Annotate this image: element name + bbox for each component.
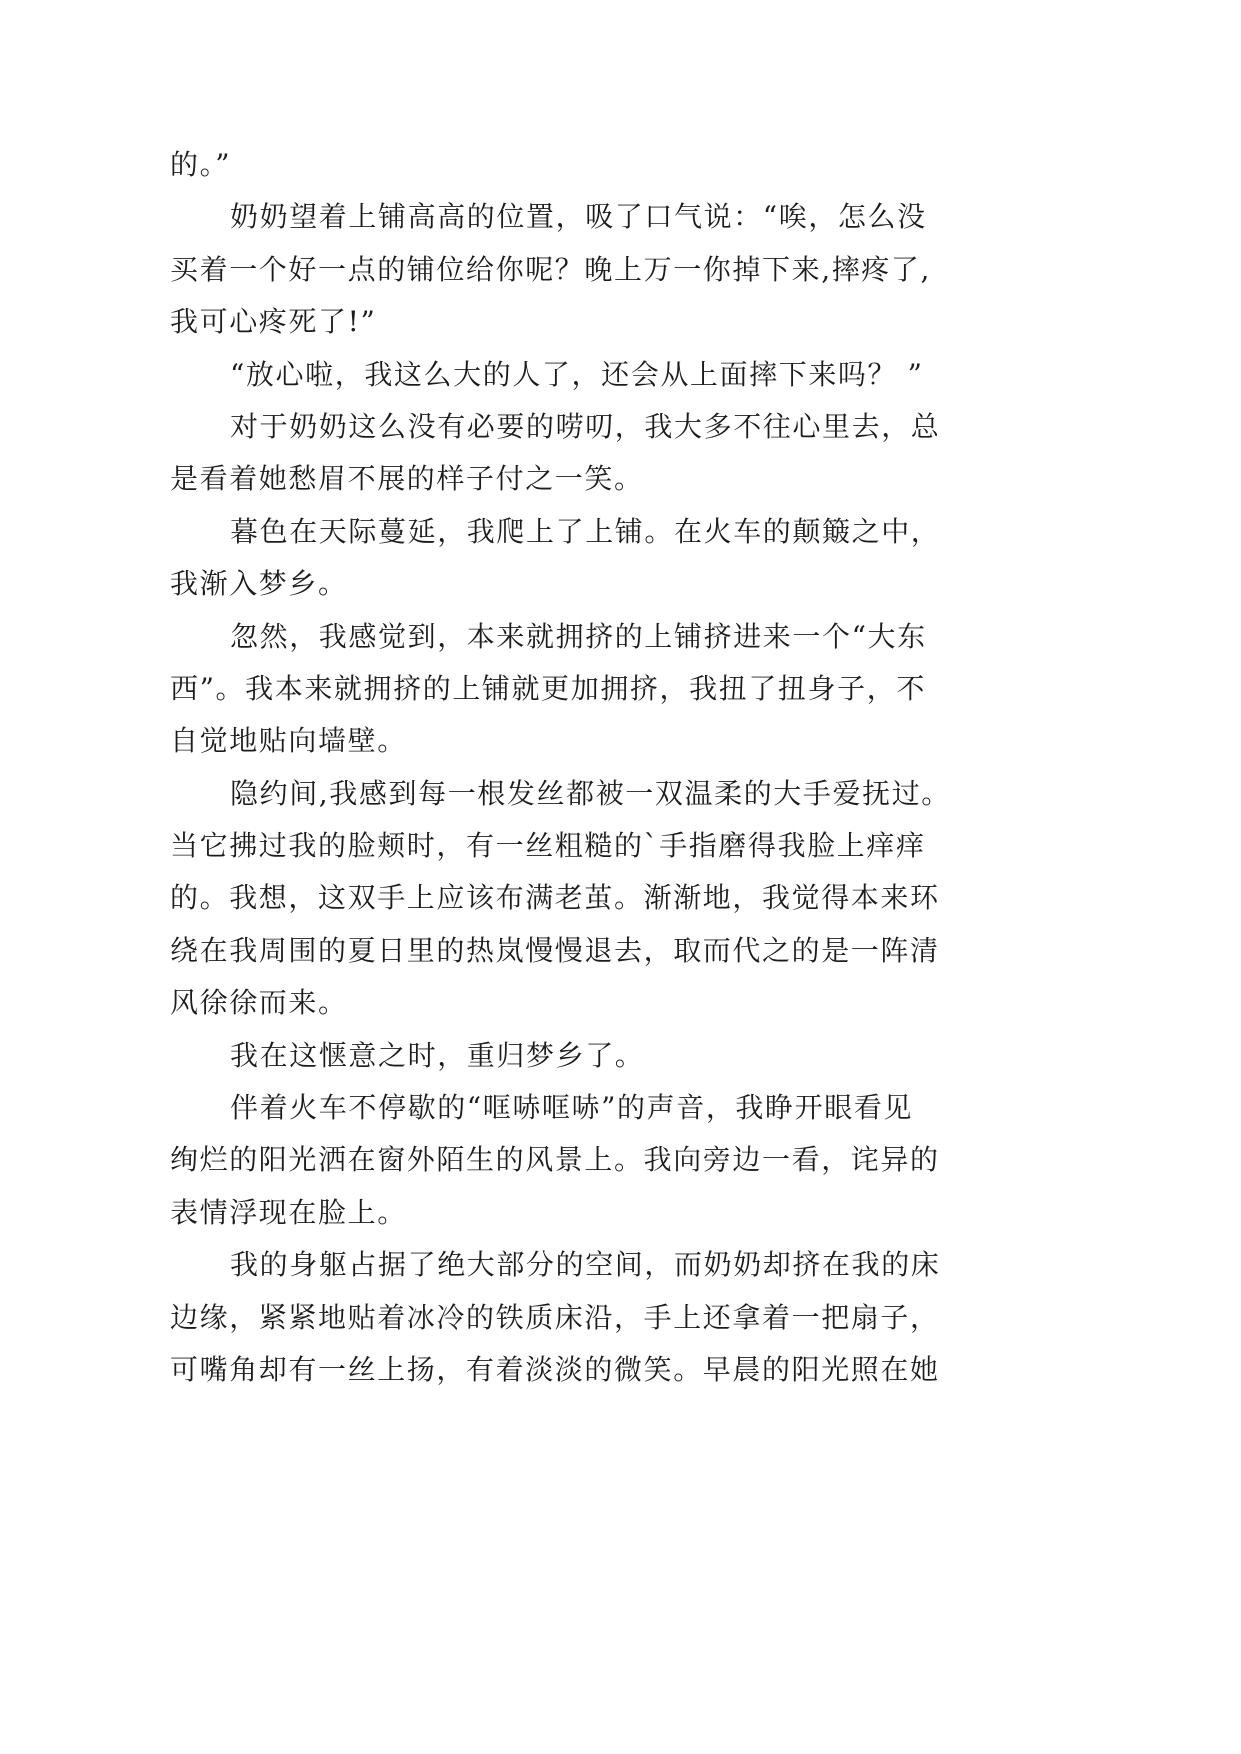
text-line: 奶奶望着上铺高高的位置，吸了口气说：“唉，怎么没: [230, 200, 927, 234]
text-line: 的。我想，这双手上应该布满老茧。渐渐地，我觉得本来环: [170, 881, 940, 915]
text-line: 暮色在天际蔓延，我爬上了上铺。在火车的颠簸之中，: [230, 514, 941, 548]
text-line: 我的身躯占据了绝大部分的空间，而奶奶却挤在我的床: [230, 1248, 941, 1282]
text-line: 可嘴角却有一丝上扬，有着淡淡的微笑。早晨的阳光照在她: [170, 1352, 940, 1386]
text-line: 我渐入梦乡。: [170, 567, 348, 601]
text-line: 对于奶奶这么没有必要的唠叨，我大多不往心里去，总: [230, 409, 941, 443]
text-line: 自觉地贴向墙壁。: [170, 724, 407, 758]
text-line: 西”。我本来就拥挤的上铺就更加拥挤，我扭了扭身子，不: [170, 671, 926, 705]
text-line: 我可心疼死了!”: [170, 305, 377, 339]
text-line: 的。”: [170, 148, 232, 181]
text-line: 买着一个好一点的铺位给你呢？晚上万一你掉下来,摔疼了,: [170, 252, 932, 286]
text-line: “放心啦，我这么大的人了，还会从上面摔下来吗？ ”: [230, 357, 924, 391]
text-line: 当它拂过我的脸颊时，有一丝粗糙的`手指磨得我脸上痒痒: [170, 829, 926, 863]
text-line: 绚烂的阳光洒在窗外陌生的风景上。我向旁边一看，诧异的: [170, 1143, 940, 1177]
text-line: 隐约间,我感到每一根发丝都被一双温柔的大手爱抚过。: [230, 776, 951, 810]
text-line: 绕在我周围的夏日里的热岚慢慢退去，取而代之的是一阵清: [170, 933, 940, 967]
body-text: [170, 139, 1070, 1396]
text-line: 我在这惬意之时，重归梦乡了。: [230, 1038, 645, 1072]
text-line: 表情浮现在脸上。: [170, 1195, 407, 1229]
text-line: 伴着火车不停歇的“哐哧哐哧”的声音，我睁开眼看见: [230, 1091, 914, 1125]
text-line: 风徐徐而来。: [170, 986, 348, 1020]
text-line: 忽然，我感觉到，本来就拥挤的上铺挤进来一个“大东: [230, 619, 927, 653]
text-line: 边缘，紧紧地贴着冰冷的铁质床沿，手上还拿着一把扇子，: [170, 1300, 940, 1334]
text-line: 是看着她愁眉不展的样子付之一笑。: [170, 462, 644, 496]
